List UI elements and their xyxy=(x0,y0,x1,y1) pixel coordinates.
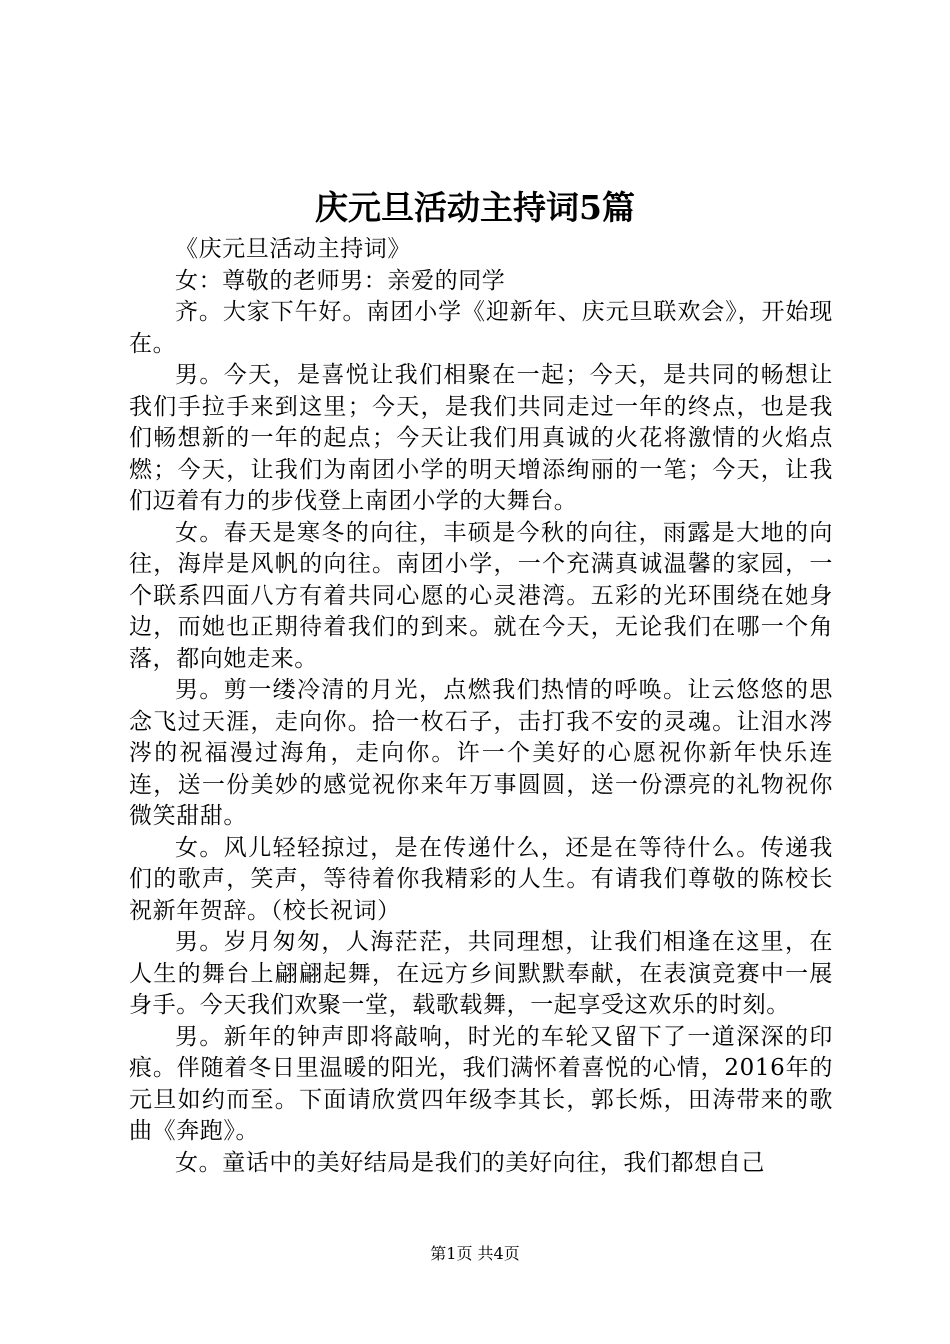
paragraph: 男。岁月匆匆，人海茫茫，共同理想，让我们相逢在这里，在人生的舞台上翩翩起舞，在远方乡间默默奉献，在表演竞赛中一展身手。今天我们欢聚一堂，载歌载舞，一起享受这欢乐的时刻。 xyxy=(129,929,833,1018)
page-number-footer: 第1页 共4页 xyxy=(430,1244,520,1263)
paragraph: 女。春天是寒冬的向往，丰硕是今秋的向往，雨露是大地的向往，海岸是风帆的向往。南团小学，一个充满真诚温馨的家园，一个联系四面八方有着共同心愿的心灵港湾。五彩的光环围绕在她身边，而她也正期待着我们的到来。就在今天，无论我们在哪一个角落，都向她走来。 xyxy=(129,519,833,672)
paragraph: 女：尊敬的老师男：亲爱的同学 xyxy=(175,267,506,294)
paragraph: 男。今天，是喜悦让我们相聚在一起；今天，是共同的畅想让我们手拉手来到这里；今天，是我们共同走过一年的终点，也是我们畅想新的一年的起点；今天让我们用真诚的火花将激情的火焰点燃；今天，让我们为南团小学的明天增添绚丽的一笔；今天，让我们迈着有力的步伐登上南团小学的大舞台。 xyxy=(129,362,833,514)
paragraph: 女。童话中的美好结局是我们的美好向往，我们都想自己 xyxy=(175,1149,765,1176)
paragraph: 女。风儿轻轻掠过，是在传递什么，还是在等待什么。传递我们的歌声，笑声，等待着你我精彩的人生。有请我们尊敬的陈校长祝新年贺辞。（校长祝词） xyxy=(129,834,833,924)
paragraph: 齐。大家下午好。南团小学《迎新年、庆元旦联欢会》，开始现在。 xyxy=(129,299,833,357)
paragraph: 《庆元旦活动主持词》 xyxy=(175,236,411,262)
paragraph: 男。新年的钟声即将敲响，时光的车轮又留下了一道深深的印痕。伴随着冬日里温暖的阳光，我们满怀着喜悦的心情，2016年的元旦如约而至。下面请欣赏四年级李其长，郭长烁，田涛带来的歌曲《奔跑》。 xyxy=(129,1023,833,1144)
document-body xyxy=(129,234,833,1179)
document-title: 庆元旦活动主持词5篇 xyxy=(315,188,635,227)
paragraph: 男。剪一缕冷清的月光，点燃我们热情的呼唤。让云悠悠的思念飞过天涯，走向你。拾一枚石子，击打我不安的灵魂。让泪水涔涔的祝福漫过海角，走向你。许一个美好的心愿祝你新年快乐连连，送一份美妙的感觉祝你来年万事圆圆，送一份漂亮的礼物祝你微笑甜甜。 xyxy=(129,677,833,829)
